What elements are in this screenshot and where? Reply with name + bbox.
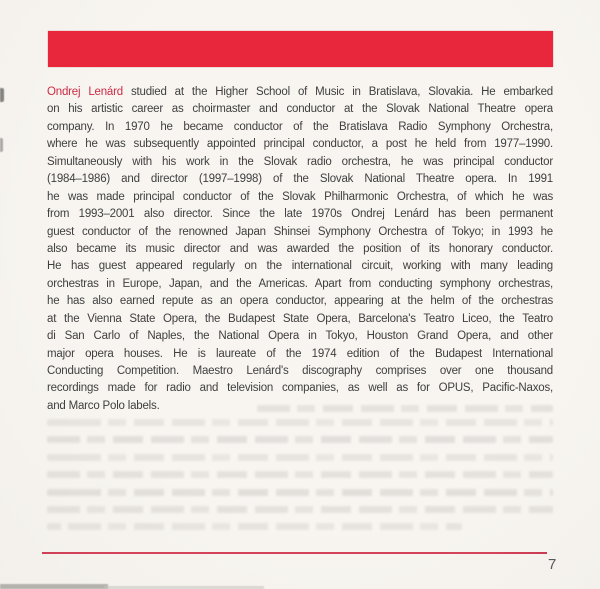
- footer-rule: [42, 552, 547, 554]
- bio-line: recordings made for radio and television companies, as well as for OPUS, Pacific-Naxos,: [47, 382, 553, 395]
- page-number: 7: [548, 556, 557, 573]
- red-banner: [48, 31, 553, 67]
- bio-line: on his artistic career as choirmaster and conductor at the Slovak National Theatre opera: [47, 103, 553, 116]
- bio-line: guest conductor of the renowned Japan Shinsei Symphony Orchestra of Tokyo; in 1993 he: [47, 225, 553, 238]
- bio-line: Simultaneously with his work in the Slovak radio orchestra, he was principal conductor: [47, 155, 553, 168]
- biography-paragraph: [47, 84, 553, 415]
- bio-line: (1984–1986) and director (1997–1998) of the Slovak National Theatre opera. In 1991: [47, 173, 553, 186]
- bio-line: also became its music director and was awarded the position of its honorary conductor.: [47, 242, 553, 255]
- scan-edge-artifact: [0, 138, 3, 152]
- showthrough-line: [257, 405, 553, 412]
- bio-line: di San Carlo of Naples, the National Opera in Tokyo, Houston Grand Opera, and other: [47, 330, 553, 343]
- showthrough-line: [47, 523, 462, 530]
- showthrough-line: [47, 436, 553, 443]
- bio-line: [47, 84, 553, 101]
- bio-line: he has also earned repute as an opera conductor, appearing at the helm of the orchestras: [47, 295, 553, 308]
- page-showthrough: [47, 419, 553, 541]
- showthrough-line: [47, 454, 553, 461]
- scan-edge-artifact: [0, 584, 108, 589]
- bio-line: Conducting Competition. Maestro Lenárd's discography comprises over one thousand: [47, 365, 553, 377]
- bio-line: and Marco Polo labels.: [47, 399, 160, 412]
- bio-line-text: studied at the Higher School of Music in Bratislava, Slovakia. He embarked: [130, 86, 553, 98]
- bio-line: orchestras in Europe, Japan, and the Americas. Apart from conducting symphony orchestras,: [47, 277, 553, 290]
- bio-line: He has guest appeared regularly on the international circuit, working with many leading: [47, 260, 553, 273]
- showthrough-line: [47, 419, 553, 426]
- artist-name: Ondrej Lenárd: [47, 86, 123, 98]
- bio-line: major opera houses. He is laureate of the 1974 edition of the Budapest International: [47, 347, 553, 360]
- bio-line: he was made principal conductor of the Slovak Philharmonic Orchestra, of which he was: [47, 190, 553, 203]
- bio-line: at the Vienna State Opera, the Budapest State Opera, Barcelona's Teatro Liceo, the Teatro: [47, 312, 553, 325]
- showthrough-line: [47, 489, 553, 496]
- showthrough-line: [47, 471, 553, 478]
- scan-edge-artifact: [0, 88, 4, 102]
- bio-line: where he was subsequently appointed principal conductor, a post he held from 1977–1990.: [47, 138, 553, 151]
- bio-line: company. In 1970 he became conductor of the Bratislava Radio Symphony Orchestra,: [47, 120, 553, 133]
- showthrough-line: [47, 506, 553, 513]
- bio-line: from 1993–2001 also director. Since the late 1970s Ondrej Lenárd has been permanent: [47, 208, 553, 221]
